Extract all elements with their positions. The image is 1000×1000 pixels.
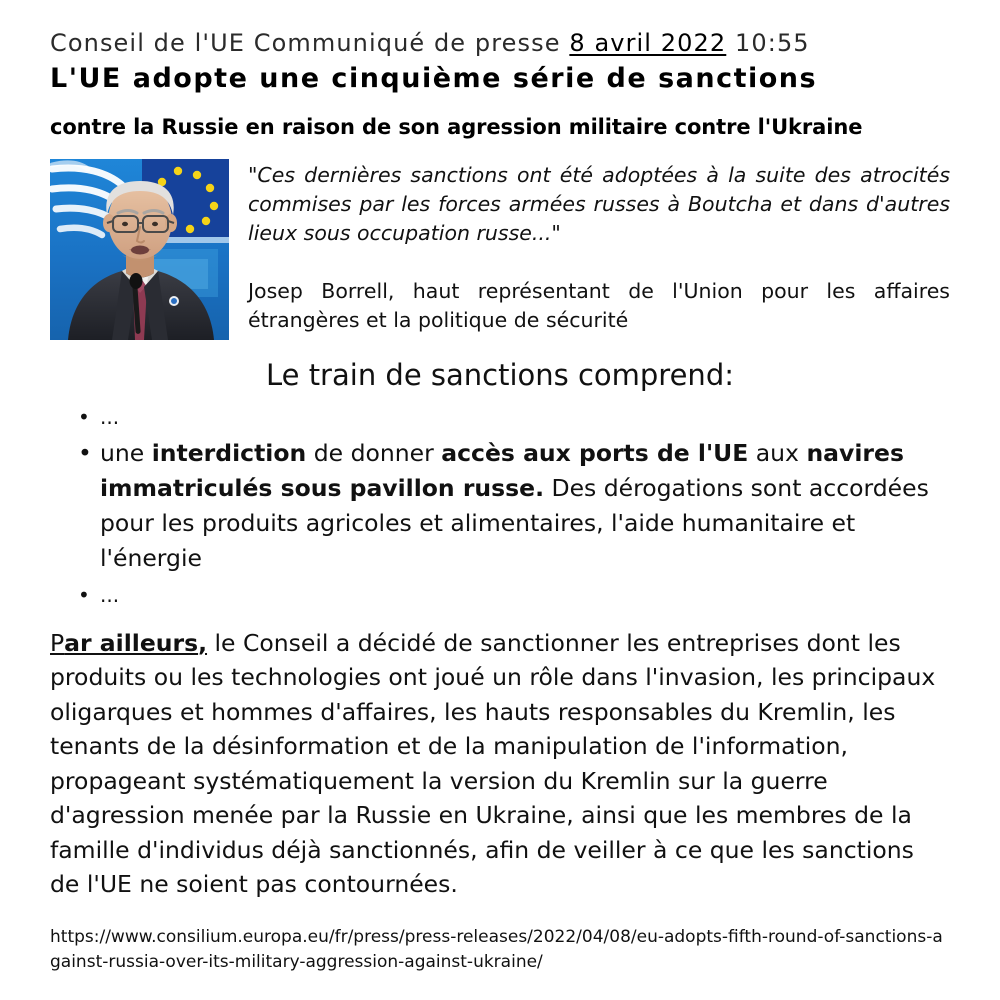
body-paragraph <box>50 626 950 902</box>
quote-text-column <box>229 159 950 335</box>
borrell-photo <box>50 159 229 340</box>
list-item <box>50 400 950 434</box>
seg-bold: navires immatriculés sous pavillon russe. <box>100 438 904 502</box>
lead-bold-text: ar ailleurs <box>64 628 199 657</box>
seg-bold: interdiction <box>151 438 307 467</box>
paragraph-body-text: le Conseil a décidé de sanctionner les entreprises dont les produits ou les technologies ont joué un rôle dans l'invasion, les principaux oligarques et hommes d'affaires, les hauts responsables du Kremlin, les tenants de la désinformation et de la manipulation de l'information, propageant systématiquement la version du Kremlin sur la guerre d'agression menée par la Russie en Ukraine, ainsi que les membres de la famille d'individus déjà sanctionnés, afin de veiller à ce que les sanctions de l'UE ne soient pas contournées. <box>50 628 936 898</box>
section-heading: Le train de sanctions comprend: <box>265 357 734 392</box>
page-subtitle: contre la Russie en raison de son agression militaire contre l'Ukraine <box>50 115 863 140</box>
header-meta-line <box>50 0 950 58</box>
paragraph-lead <box>50 629 207 657</box>
sanctions-list <box>50 400 950 612</box>
list-item-text: ... <box>100 582 120 607</box>
publication-time: 10:55 <box>735 29 810 57</box>
lead-comma: , <box>198 628 208 657</box>
pull-quote: "Ces dernières sanctions ont été adoptées à la suite des atrocités commises par les forces armées russes à Boutcha et dans d'autres lieux sous occupation russe..." <box>248 162 950 245</box>
list-item-text: ... <box>100 404 120 429</box>
quote-attribution: Josep Borrell, haut représentant de l'Union pour les affaires étrangères et la politique de sécurité <box>248 278 950 332</box>
source-url[interactable]: https://www.consilium.europa.eu/fr/press/press-releases/2022/04/08/eu-adopts-fifth-round-of-sanctions-against-russia-over-its-military-aggression-against-ukraine/ <box>50 927 943 972</box>
seg-bold: accès aux ports de l'UE <box>441 438 749 467</box>
page-title: L'UE adopte une cinquième série de sanctions <box>50 63 818 94</box>
list-item <box>50 436 950 576</box>
quote-block <box>50 159 950 340</box>
source-and-doctype: Conseil de l'UE Communiqué de presse <box>50 29 561 57</box>
publication-date: 8 avril 2022 <box>569 29 727 57</box>
lead-first-char: P <box>50 628 65 657</box>
borrell-photo-image <box>50 159 229 340</box>
seg-plain: Des dérogations sont accordées pour les produits agricoles et alimentaires, l'aide humanitaire et l'énergie <box>100 473 929 572</box>
list-item <box>50 578 950 612</box>
seg-plain: de donner <box>306 438 442 467</box>
seg-plain: aux <box>748 438 807 467</box>
list-item-text <box>100 439 929 572</box>
seg-plain: une <box>100 438 152 467</box>
